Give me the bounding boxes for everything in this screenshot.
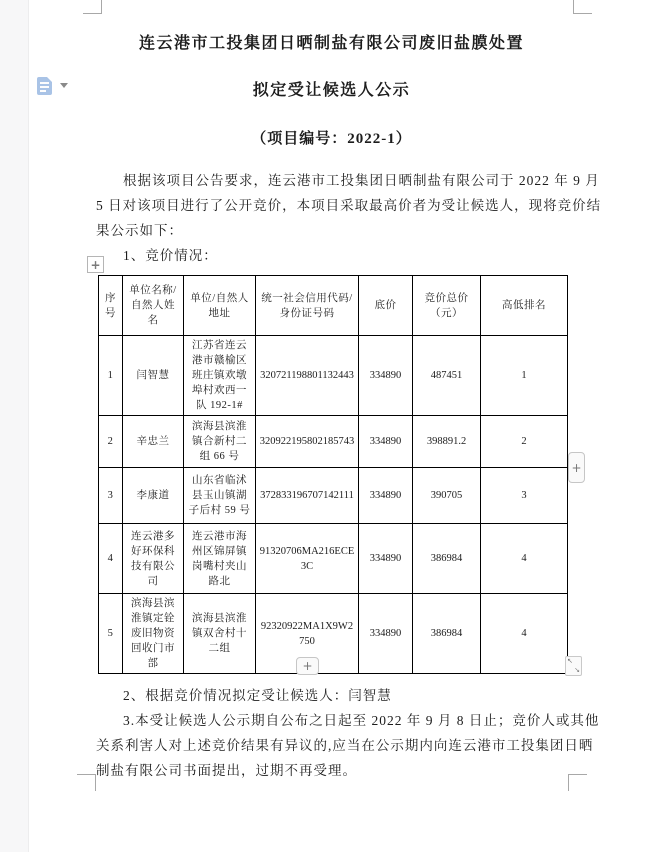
cell-name: 连云港多好环保科技有限公司 xyxy=(123,524,184,594)
intro-line: 果公示如下： xyxy=(96,223,183,238)
section3-line: 关系利害人对上述竞价结果有异议的,应当在公示期内向连云港市工投集团日晒 xyxy=(96,738,594,753)
resize-arrow-nw-icon: ↖ xyxy=(567,657,573,665)
section1-heading xyxy=(96,243,569,268)
section3-paragraph xyxy=(96,708,600,783)
section3-line: 3.本受让候选人公示期自公布之日起至 2022 年 9 月 8 日止；竞价人或其他 xyxy=(123,713,600,728)
cell-name: 李康道 xyxy=(123,468,184,524)
cell-address: 连云港市海州区锦屏镇岗嘴村夹山路北 xyxy=(184,524,256,594)
table-row xyxy=(99,524,568,594)
header-seq: 序号 xyxy=(99,276,123,336)
header-total-price: 竞价总价（元） xyxy=(413,276,481,336)
table-header-row xyxy=(99,276,568,336)
intro-line: 5 日对该项目进行了公开竞价，本项目采取最高价者为受让候选人，现将竞价结 xyxy=(96,198,602,213)
intro-paragraph xyxy=(96,168,602,243)
cell-rank: 2 xyxy=(481,416,568,468)
project-number: （项目编号：2022-1） xyxy=(251,131,412,147)
section2-paragraph xyxy=(96,683,569,708)
cell-address: 滨海县滨淮镇合新村二组 66 号 xyxy=(184,416,256,468)
section2-text: 2、根据竞价情况拟定受让候选人：闫智慧 xyxy=(123,688,392,703)
add-column-button[interactable]: + xyxy=(568,452,585,483)
cell-name: 闫智慧 xyxy=(123,336,184,416)
header-rank: 高低排名 xyxy=(481,276,568,336)
table-row xyxy=(99,416,568,468)
table-move-handle-icon[interactable]: + xyxy=(87,256,104,273)
cell-credit-code: 372833196707142111 xyxy=(256,468,359,524)
paste-options-icon xyxy=(37,77,52,95)
table-resize-handle[interactable] xyxy=(565,656,582,676)
cell-total-price: 487451 xyxy=(413,336,481,416)
header-address: 单位/自然人地址 xyxy=(184,276,256,336)
cell-total-price: 398891.2 xyxy=(413,416,481,468)
cell-rank: 4 xyxy=(481,524,568,594)
margin-mark-top-left xyxy=(83,0,102,14)
margin-mark-bottom-right xyxy=(568,774,587,791)
table-row xyxy=(99,336,568,416)
header-name: 单位名称/自然人姓名 xyxy=(123,276,184,336)
cell-seq: 5 xyxy=(99,594,123,674)
cell-credit-code: 320922195802185743 xyxy=(256,416,359,468)
cell-total-price: 386984 xyxy=(413,524,481,594)
cell-base-price: 334890 xyxy=(359,336,413,416)
cell-total-price: 390705 xyxy=(413,468,481,524)
cell-name: 辛忠兰 xyxy=(123,416,184,468)
cell-name: 滨海县滨淮镇定铨废旧物资回收门市部 xyxy=(123,594,184,674)
cell-credit-code: 320721198801132443 xyxy=(256,336,359,416)
canvas-left-edge xyxy=(0,0,29,852)
intro-line: 根据该项目公告要求，连云港市工投集团日晒制盐有限公司于 2022 年 9 月 xyxy=(123,173,600,188)
dropdown-arrow-icon[interactable] xyxy=(60,83,68,88)
section1-heading-text: 1、竞价情况： xyxy=(123,248,218,263)
cell-rank: 4 xyxy=(481,594,568,674)
cell-address: 山东省临沭县玉山镇湖子后村 59 号 xyxy=(184,468,256,524)
cell-address: 滨海县滨淮镇双舍村十二组 xyxy=(184,594,256,674)
paste-options-button[interactable] xyxy=(37,77,73,97)
cell-credit-code: 91320706MA216ECE3C xyxy=(256,524,359,594)
cell-total-price: 386984 xyxy=(413,594,481,674)
cell-seq: 2 xyxy=(99,416,123,468)
bid-results-table xyxy=(98,275,568,674)
cell-address: 江苏省连云港市赣榆区班庄镇欢墩埠村欢西一队 192-1# xyxy=(184,336,256,416)
section3-line: 制盐有限公司书面提出，过期不再受理。 xyxy=(96,763,357,778)
cell-seq: 3 xyxy=(99,468,123,524)
cell-base-price: 334890 xyxy=(359,524,413,594)
cell-base-price: 334890 xyxy=(359,416,413,468)
document-title-line1: 连云港市工投集团日晒制盐有限公司废旧盐膜处置 xyxy=(138,35,524,52)
table-row xyxy=(99,468,568,524)
cell-credit-code: 92320922MA1X9W2750 xyxy=(256,594,359,674)
document-title-line2: 拟定受让候选人公示 xyxy=(252,82,411,99)
cell-seq: 4 xyxy=(99,524,123,594)
cell-rank: 1 xyxy=(481,336,568,416)
cell-seq: 1 xyxy=(99,336,123,416)
cell-base-price: 334890 xyxy=(359,468,413,524)
resize-arrow-se-icon: ↘ xyxy=(574,666,580,674)
table-row xyxy=(99,594,568,674)
header-base-price: 底价 xyxy=(359,276,413,336)
header-credit-code: 统一社会信用代码/身份证号码 xyxy=(256,276,359,336)
cell-base-price: 334890 xyxy=(359,594,413,674)
add-row-button[interactable]: + xyxy=(296,657,319,675)
cell-rank: 3 xyxy=(481,468,568,524)
margin-mark-bottom-left xyxy=(77,774,96,791)
margin-mark-top-right xyxy=(573,0,592,14)
